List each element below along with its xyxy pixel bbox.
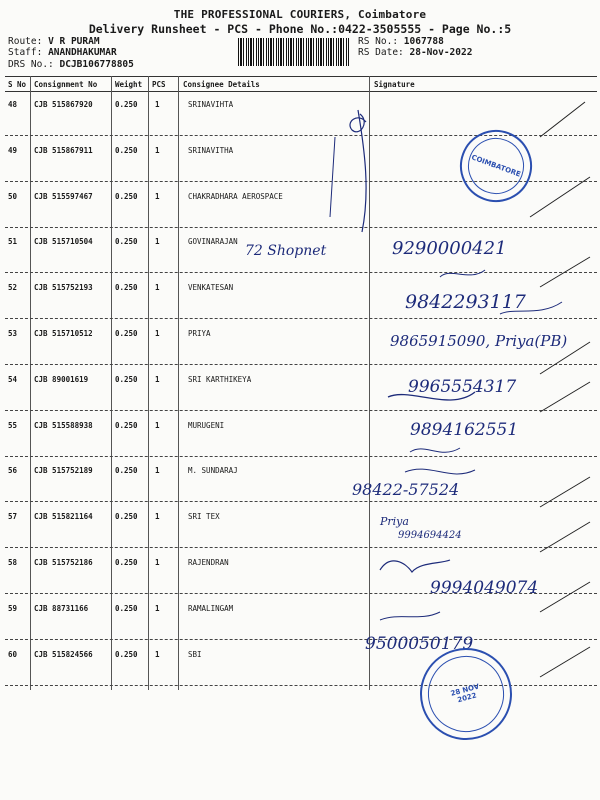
cell-consignee: RAMALINGAM bbox=[188, 604, 234, 613]
rs-date-label: RS Date: bbox=[358, 47, 404, 58]
cell-pcs: 1 bbox=[155, 329, 160, 338]
cell-consignee: SRI TEX bbox=[188, 512, 220, 521]
cell-weight: 0.250 bbox=[115, 192, 138, 201]
cell-consignee: CHAKRADHARA AEROSPACE bbox=[188, 192, 283, 201]
col-weight: Weight bbox=[115, 80, 143, 89]
cell-consignee: M. SUNDARAJ bbox=[188, 466, 238, 475]
cell-pcs: 1 bbox=[155, 558, 160, 567]
cell-weight: 0.250 bbox=[115, 100, 138, 109]
cell-sno: 57 bbox=[8, 512, 18, 521]
route-label: Route: bbox=[8, 36, 43, 47]
cell-sno: 52 bbox=[8, 283, 18, 292]
signature-stroke bbox=[380, 612, 440, 620]
cell-pcs: 1 bbox=[155, 512, 160, 521]
handwritten-phone: 9865915090, Priya(PB) bbox=[390, 332, 568, 350]
cell-consignment: CJB 515867911 bbox=[34, 146, 93, 155]
table-top-rule bbox=[5, 76, 597, 77]
cell-sno: 58 bbox=[8, 558, 18, 567]
cell-consignee: MURUGENI bbox=[188, 421, 225, 430]
cell-consignment: CJB 515710512 bbox=[34, 329, 93, 338]
signature-stroke bbox=[330, 137, 335, 217]
cell-pcs: 1 bbox=[155, 100, 160, 109]
signature-stroke bbox=[540, 102, 585, 137]
cell-weight: 0.250 bbox=[115, 283, 138, 292]
cell-consignment: CJB 515597467 bbox=[34, 192, 93, 201]
handwritten-phone: 9894162551 bbox=[410, 420, 519, 440]
cell-sno: 50 bbox=[8, 192, 18, 201]
cell-weight: 0.250 bbox=[115, 604, 138, 613]
cell-pcs: 1 bbox=[155, 466, 160, 475]
cell-pcs: 1 bbox=[155, 650, 160, 659]
col-signature: Signature bbox=[374, 80, 415, 89]
barcode bbox=[238, 38, 350, 66]
handwritten-phone: 9290000421 bbox=[392, 238, 507, 259]
rs-no-value: 1067788 bbox=[403, 36, 444, 47]
cell-consignment: CJB 515752186 bbox=[34, 558, 93, 567]
cell-weight: 0.250 bbox=[115, 466, 138, 475]
cell-consignment: CJB 515824566 bbox=[34, 650, 93, 659]
cell-sno: 55 bbox=[8, 421, 18, 430]
rs-date-line bbox=[358, 47, 472, 58]
cell-consignee: RAJENDRAN bbox=[188, 558, 229, 567]
col-consignment: Consignment No bbox=[34, 80, 98, 89]
cell-pcs: 1 bbox=[155, 192, 160, 201]
signature-stroke bbox=[410, 448, 460, 452]
cell-sno: 53 bbox=[8, 329, 18, 338]
cell-sno: 51 bbox=[8, 237, 18, 246]
cell-weight: 0.250 bbox=[115, 146, 138, 155]
staff-value: ANANDHAKUMAR bbox=[48, 47, 117, 58]
drs-value: DCJB106778805 bbox=[59, 59, 134, 70]
signature-stroke bbox=[540, 647, 590, 677]
handwritten-phone: 9842293117 bbox=[405, 291, 526, 313]
cell-consignee: PRIYA bbox=[188, 329, 211, 338]
signature-stroke bbox=[388, 392, 475, 400]
cell-consignee: SBI bbox=[188, 650, 202, 659]
drs-label: DRS No.: bbox=[8, 59, 54, 70]
cell-weight: 0.250 bbox=[115, 329, 138, 338]
handwritten-phone: 9994049074 bbox=[430, 578, 539, 598]
cell-weight: 0.250 bbox=[115, 650, 138, 659]
handwritten-name: Priya bbox=[380, 515, 409, 528]
signature-stroke bbox=[540, 522, 590, 552]
cell-weight: 0.250 bbox=[115, 558, 138, 567]
cell-sno: 48 bbox=[8, 100, 18, 109]
cell-sno: 54 bbox=[8, 375, 18, 384]
cell-consignee: SRI KARTHIKEYA bbox=[188, 375, 252, 384]
cell-consignment: CJB 515752189 bbox=[34, 466, 93, 475]
signature-stroke bbox=[540, 257, 590, 287]
rs-date-value: 28-Nov-2022 bbox=[409, 47, 473, 58]
handwritten-phone: 98422-57524 bbox=[352, 480, 460, 499]
cell-pcs: 1 bbox=[155, 146, 160, 155]
rs-no-label: RS No.: bbox=[358, 36, 399, 47]
cell-pcs: 1 bbox=[155, 604, 160, 613]
cell-consignment: CJB 515867920 bbox=[34, 100, 93, 109]
cell-consignment: CJB 515588938 bbox=[34, 421, 93, 430]
cell-pcs: 1 bbox=[155, 375, 160, 384]
cell-consignment: CJB 515752193 bbox=[34, 283, 93, 292]
signature-stroke bbox=[540, 477, 590, 507]
signature-stroke bbox=[540, 382, 590, 412]
cell-consignment: CJB 515821164 bbox=[34, 512, 93, 521]
col-sno: S No bbox=[8, 80, 27, 89]
signature-stroke bbox=[500, 302, 562, 314]
handwritten-phone: 9994694424 bbox=[398, 530, 462, 541]
cell-sno: 56 bbox=[8, 466, 18, 475]
signature-stroke bbox=[405, 469, 475, 474]
col-consignee: Consignee Details bbox=[183, 80, 260, 89]
cell-consignee: SRINAVITHA bbox=[188, 146, 234, 155]
cell-sno: 60 bbox=[8, 650, 18, 659]
company-name: THE PROFESSIONAL COURIERS, Coimbatore bbox=[173, 8, 427, 21]
cell-weight: 0.250 bbox=[115, 375, 138, 384]
rs-no-line bbox=[358, 36, 444, 47]
handwritten-note: 72 Shopnet bbox=[245, 243, 327, 259]
cell-weight: 0.250 bbox=[115, 421, 138, 430]
handwritten-phone: 9965554317 bbox=[408, 377, 517, 397]
signature-stroke bbox=[350, 114, 366, 132]
staff-line bbox=[8, 47, 117, 58]
cell-consignee: SRINAVIHTA bbox=[188, 100, 234, 109]
cell-pcs: 1 bbox=[155, 421, 160, 430]
cell-weight: 0.250 bbox=[115, 237, 138, 246]
cell-consignment: CJB 89001619 bbox=[34, 375, 89, 384]
signature-stroke bbox=[380, 560, 450, 572]
signature-stroke bbox=[440, 270, 485, 277]
cell-pcs: 1 bbox=[155, 237, 160, 246]
signature-stroke bbox=[530, 177, 590, 217]
staff-label: Staff: bbox=[8, 47, 43, 58]
sheet-title: Delivery Runsheet - PCS - Phone No.:0422-3505555 - Page No.:5 bbox=[88, 22, 512, 36]
cell-sno: 59 bbox=[8, 604, 18, 613]
stamp-label: COIMBATORE bbox=[470, 153, 522, 179]
signature-strokes bbox=[300, 92, 600, 692]
drs-line bbox=[8, 59, 134, 70]
signature-stroke bbox=[540, 582, 590, 612]
col-pcs: PCS bbox=[152, 80, 166, 89]
cell-sno: 49 bbox=[8, 146, 18, 155]
route-line bbox=[8, 36, 100, 47]
route-value: V R PURAM bbox=[48, 36, 100, 47]
cell-consignee: VENKATESAN bbox=[188, 283, 234, 292]
cell-pcs: 1 bbox=[155, 283, 160, 292]
cell-consignment: CJB 515710504 bbox=[34, 237, 93, 246]
stamp-date: 28 NOV 2022 bbox=[449, 682, 481, 705]
signature-stroke bbox=[540, 342, 590, 374]
cell-weight: 0.250 bbox=[115, 512, 138, 521]
cell-consignee: GOVINARAJAN bbox=[188, 237, 238, 246]
cell-consignment: CJB 88731166 bbox=[34, 604, 89, 613]
handwritten-phone: 9500050179 bbox=[365, 634, 474, 654]
